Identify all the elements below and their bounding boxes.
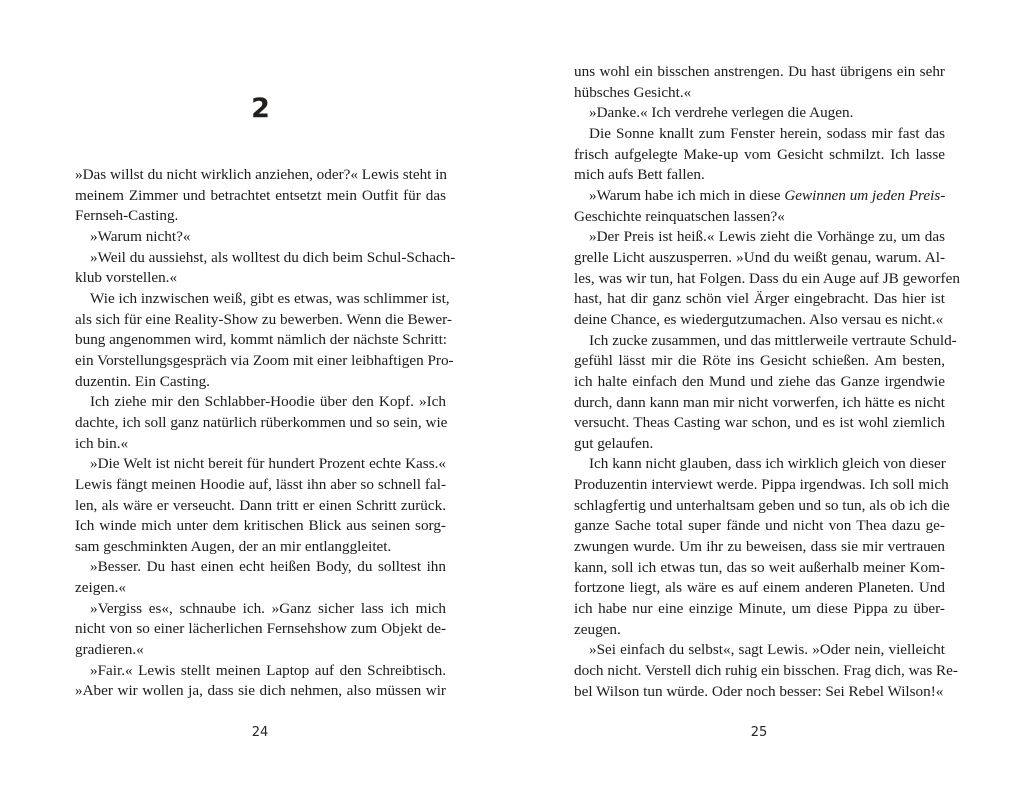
text-line: »Die Welt ist nicht bereit für hundert Prozent echte Kass.« <box>90 455 446 473</box>
text-line: versucht. Theas Casting war schon, und es ist wohl ziemlich <box>574 414 945 432</box>
text-line: ich halte einfach den Mund und ziehe das Ganze irgendwie <box>574 372 945 390</box>
text-line: gut gelaufen. <box>574 434 654 452</box>
paragraph <box>574 454 950 640</box>
text-line: zeugen. <box>574 620 621 638</box>
text-line: »Weil du aussiehst, als wolltest du dich beim Schul-Schach- <box>90 248 456 266</box>
paragraph <box>574 331 957 455</box>
text-line: »Vergiss es«, schnaube ich. »Ganz sicher lass ich mich <box>90 599 446 617</box>
text-line: bung angenommen wird, kommt nämlich der nächste Schritt: <box>75 331 448 349</box>
text-line: als sich für eine Reality-Show zu bewerben. Wenn die Bewer- <box>75 310 452 328</box>
paragraph <box>574 640 958 702</box>
text-line: Die Sonne knallt zum Fenster herein, sodass mir fast das <box>589 124 945 142</box>
paragraph <box>75 165 446 227</box>
body-text <box>75 165 456 702</box>
text-line: Ich winde mich unter dem kritischen Blick aus seinen sorg- <box>75 517 446 535</box>
text-line: ein Vorstellungsgespräch via Zoom mit einer leibhaftigen Pro- <box>75 351 454 369</box>
text-line: »Sei einfach du selbst«, sagt Lewis. »Oder nein, vielleicht <box>589 641 945 659</box>
paragraph <box>75 289 454 392</box>
text-line: Lewis fängt meinen Hoodie auf, lässt ihn aber so schnell fal- <box>75 475 446 493</box>
chapter-number: 2 <box>251 93 270 124</box>
text-line: Produzentin interviewt werde. Pippa irgendwas. Ich soll mich <box>574 476 949 494</box>
paragraph <box>574 62 945 103</box>
text-line: Ich zucke zusammen, und das mittlerweile vertraute Schuld- <box>589 331 957 349</box>
text-line: schlagfertig und unterhaltsam geben und so tun, als ob ich die <box>574 496 950 514</box>
italic-title: Gewinnen um jeden Preis <box>784 186 941 204</box>
text-line: »Warum habe ich mich in diese Gewinnen um jeden Preis- <box>589 186 946 204</box>
paragraph <box>574 124 945 186</box>
text-line: nicht von so einer lächerlichen Fernsehshow zum Objekt de- <box>75 620 446 638</box>
text-line: grelle Licht auszusperren. »Und du weißt genau, warum. Al- <box>574 248 945 266</box>
text-line: gradieren.« <box>75 641 144 659</box>
text-line: len, als wäre er verseucht. Dann tritt er einen Schritt zurück. <box>75 496 446 514</box>
text-line: Ich ziehe mir den Schlabber-Hoodie über den Kopf. »Ich <box>90 393 446 411</box>
page-number: 24 <box>251 725 269 740</box>
text-line: zeigen.« <box>75 579 127 597</box>
text-line: meinem Zimmer und betrachtet entsetzt mein Outfit für das <box>75 186 446 204</box>
text-line: durch, dann kann man mir nicht vorwerfen, ich hätte es nicht <box>574 393 945 411</box>
right-page <box>510 0 1020 812</box>
text-line: sam geschminkten Augen, der an mir entlanggleitet. <box>75 537 392 555</box>
text-line: ganze Sache total super fände und nicht von Thea dazu ge- <box>574 517 945 535</box>
text-line: fortzone liegt, als wäre es auf einem anderen Planeten. Und <box>574 579 945 597</box>
paragraph <box>574 186 945 227</box>
text-line: »Fair.« Lewis stellt meinen Laptop auf den Schreibtisch. <box>90 661 446 679</box>
paragraph <box>75 227 446 248</box>
paragraph <box>574 227 960 330</box>
text-line: uns wohl ein bisschen anstrengen. Du hast übrigens ein sehr <box>574 63 945 80</box>
text-line: frisch aufgelegte Make-up vom Gesicht schmilzt. Ich lasse <box>574 145 945 163</box>
paragraph <box>75 392 446 454</box>
paragraph <box>75 599 446 661</box>
text-line: ich bin.« <box>75 434 129 452</box>
text-line: dachte, ich soll ganz natürlich rüberkommen und so sein, wie <box>75 413 448 431</box>
paragraph <box>75 454 446 557</box>
text-line: Ich kann nicht glauben, dass ich wirklich gleich von dieser <box>589 455 946 473</box>
text-line: bel Wilson tun würde. Oder noch besser: Sei Rebel Wilson!« <box>574 682 944 700</box>
text-line: »Warum nicht?« <box>90 227 191 245</box>
text-line: hast, hat dir ganz schön viel Ärger eingebracht. Das hier ist <box>574 290 945 308</box>
text-line: klub vorstellen.« <box>75 269 178 287</box>
text-line: »Der Preis ist heiß.« Lewis zieht die Vorhänge zu, um das <box>589 228 945 246</box>
text-line: ich habe nur eine einzige Minute, um diese Pippa zu über- <box>574 600 945 618</box>
text-line: doch nicht. Verstell dich ruhig ein bisschen. Frag dich, was Re- <box>574 662 958 680</box>
paragraph <box>75 661 446 702</box>
text-line: Geschichte reinquatschen lassen?« <box>574 207 785 225</box>
body-text <box>574 62 960 702</box>
text-line: Wie ich inzwischen weiß, gibt es etwas, was schlimmer ist, <box>90 289 450 307</box>
text-line: deine Chance, es wiedergutzumachen. Also versau es nicht.« <box>574 310 944 328</box>
text-line: gefühl lässt mir die Röte ins Gesicht schießen. Am besten, <box>574 352 945 370</box>
page-number: 25 <box>750 725 768 740</box>
text-line: hübsches Gesicht.« <box>574 83 692 101</box>
paragraph <box>75 248 456 289</box>
text-line: kann, soll ich etwas tun, das so weit außerhalb meiner Kom- <box>574 558 945 576</box>
text-line: »Besser. Du hast einen echt heißen Body, du solltest ihn <box>90 558 446 576</box>
text-line: zwungen wurde. Um ihr zu beweisen, dass sie mir vertrauen <box>574 538 945 556</box>
paragraph <box>75 557 446 598</box>
text-line: »Danke.« Ich verdrehe verlegen die Augen. <box>589 104 854 122</box>
text-line: »Das willst du nicht wirklich anziehen, oder?« Lewis steht in <box>75 166 448 183</box>
text-line: les, was wir tun, hat Folgen. Dass du ein Auge auf JB geworfen <box>574 269 960 287</box>
text-line: duzentin. Ein Casting. <box>75 372 210 390</box>
text-line: mich aufs Bett fallen. <box>574 166 705 184</box>
text-line: Fernseh-Casting. <box>75 207 179 225</box>
text-line: »Aber wir wollen ja, dass sie dich nehmen, also müssen wir <box>75 682 446 700</box>
paragraph <box>574 103 945 124</box>
